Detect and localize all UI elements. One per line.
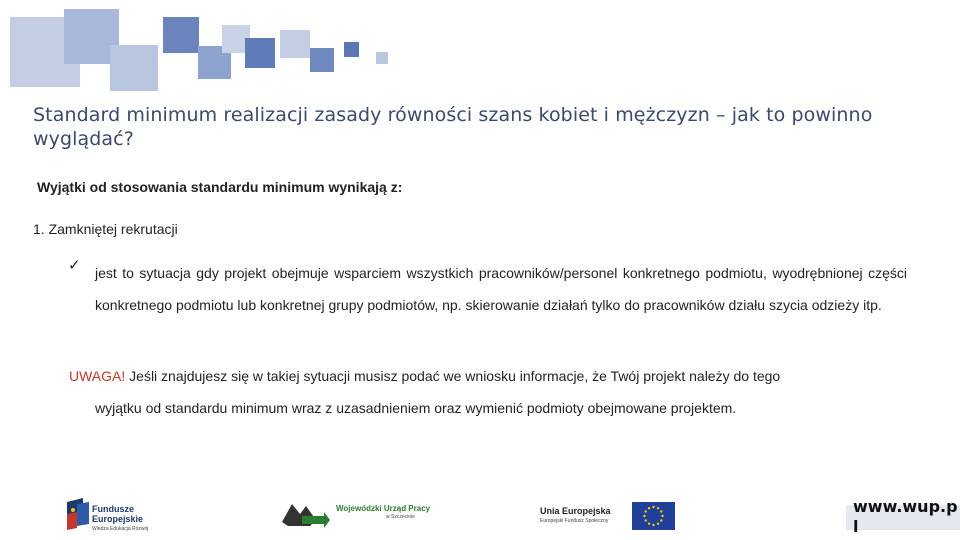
ue-name: Unia Europejska xyxy=(540,506,611,516)
decor-square xyxy=(344,42,359,57)
warning-label: UWAGA! xyxy=(69,368,126,384)
eu-flag-icon xyxy=(632,502,675,530)
decor-square xyxy=(310,48,334,72)
fundusze-europejskie-logo xyxy=(63,494,91,534)
fe-name-line-2: Europejskie xyxy=(92,514,144,524)
wup-text xyxy=(336,504,430,522)
checkmark-icon: ✓ xyxy=(68,257,81,274)
list-item-closed-recruitment: 1. Zamkniętej rekrutacji xyxy=(33,221,178,237)
bullet-text: jest to sytuacja gdy projekt obejmuje wsparciem wszystkich pracowników/personel konkretnego podmiotu, wyodrębnionej części konkretnego podmiotu lub konkretnej grupy podmiotów, np. skierowanie działań tylko do pracowników działu szycia odzieży itp. xyxy=(95,265,907,313)
decor-square xyxy=(163,17,199,53)
warning-line-2: wyjątku od standardu minimum wraz z uzasadnieniem oraz wymienić podmioty obejmowane projektem. xyxy=(95,399,737,416)
wup-name: Wojewódzki Urząd Pracy xyxy=(336,504,431,513)
ue-fund: Europejski Fundusz Społeczny xyxy=(540,518,609,524)
decor-square xyxy=(280,30,310,58)
warning-line-1: Jeśli znajdujesz się w takiej sytuacji musisz podać we wniosku informacje, że Twój projekt należy do tego xyxy=(125,368,781,384)
fe-name-line-1: Fundusze xyxy=(92,504,134,514)
fundusze-europejskie-text xyxy=(92,504,148,534)
warning-paragraph xyxy=(69,361,909,424)
wup-logo xyxy=(280,500,330,528)
slide-subtitle: Wyjątki od stosowania standardu minimum wynikają z: xyxy=(37,179,403,195)
fe-program: Wiedza Edukacja Rozwój xyxy=(92,526,149,532)
wup-city: w Szczecinie xyxy=(386,514,415,520)
decor-square xyxy=(376,52,388,64)
slide-title: Standard minimum realizacji zasady równości szans kobiet i mężczyzn – jak to powinno wyglądać? xyxy=(33,104,873,150)
decor-square xyxy=(245,38,275,68)
website-url[interactable]: www.wup.p l xyxy=(853,497,958,536)
ue-text xyxy=(540,506,611,526)
decor-square xyxy=(110,45,158,91)
